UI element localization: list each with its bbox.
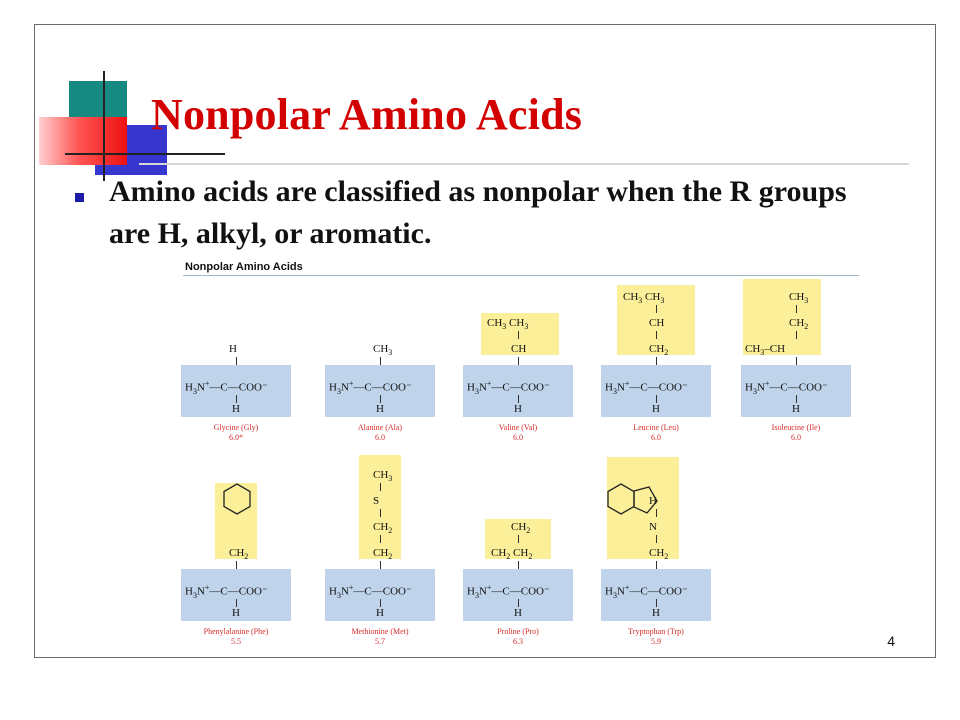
amino-acid-1: [181, 245, 291, 442]
backbone-box: [181, 569, 291, 621]
bond: [518, 535, 519, 543]
bond: [656, 599, 657, 607]
backbone-h: H: [514, 607, 522, 619]
r-group-line: $CH_3$: [373, 469, 393, 484]
page-number: 4: [887, 633, 895, 649]
backbone-h: H: [232, 403, 240, 415]
backbone-text: $H_3N^+—C—COO^-$: [329, 583, 412, 600]
bond: [656, 357, 657, 365]
backbone-box: [741, 365, 851, 417]
amino-acid-name: Methionine (Met): [351, 627, 409, 636]
r-group-line: S: [373, 495, 380, 507]
bond: [518, 331, 519, 339]
r-group-line: $CH_2$: [649, 343, 669, 358]
red-decoration-block: [39, 117, 127, 165]
amino-acid-name: Isoleucine (Ile): [771, 423, 821, 432]
amino-acid-7: [325, 449, 435, 646]
bullet-text: Amino acids are classified as nonpolar when the R groups are H, alkyl, or aromatic.: [109, 175, 847, 250]
backbone-box: [463, 569, 573, 621]
r-group-line: $CH_2$: [229, 547, 249, 562]
backbone-box: [463, 365, 573, 417]
r-group-line: CH: [649, 317, 665, 329]
bullet-marker: [75, 193, 84, 202]
r-group-line: CH: [511, 343, 527, 355]
bond: [796, 305, 797, 313]
r-group-line: N: [649, 521, 657, 533]
backbone-h: H: [514, 403, 522, 415]
backbone-text: $H_3N^+—C—COO^-$: [745, 379, 828, 396]
amino-acid-name: Proline (Pro): [497, 627, 539, 636]
amino-acid-2: [325, 245, 435, 442]
bond: [236, 395, 237, 403]
amino-acid-pi: 6.0: [375, 433, 385, 442]
amino-acid-name: Phenylalanine (Phe): [203, 627, 269, 636]
r-group-line: $CH_3$ $CH_3$: [623, 291, 665, 306]
bond: [796, 331, 797, 339]
title-underline: [139, 163, 909, 165]
amino-acid-6: [181, 449, 291, 646]
r-group-line: $CH_3$: [789, 291, 809, 306]
backbone-h: H: [792, 403, 800, 415]
bond: [518, 561, 519, 569]
backbone-text: $H_3N^+—C—COO^-$: [467, 583, 550, 600]
amino-acid-9: [601, 449, 711, 646]
bond: [380, 395, 381, 403]
bond: [518, 357, 519, 365]
r-group-line: $CH_3$ $CH_3$: [487, 317, 529, 332]
bond: [380, 599, 381, 607]
bond: [380, 509, 381, 517]
bond: [380, 535, 381, 543]
bond: [236, 561, 237, 569]
bond: [656, 331, 657, 339]
backbone-h: H: [652, 607, 660, 619]
benzene-ring-icon: [217, 479, 257, 521]
bond: [236, 357, 237, 365]
indole-ring-icon: [603, 479, 663, 521]
r-group-line: $CH_2$: [373, 547, 393, 562]
bond: [236, 599, 237, 607]
backbone-text: $H_3N^+—C—COO^-$: [185, 379, 268, 396]
backbone-text: $H_3N^+—C—COO^-$: [329, 379, 412, 396]
r-group-line: $CH_2$ $CH_2$: [491, 547, 533, 562]
backbone-box: [325, 365, 435, 417]
backbone-h: H: [376, 607, 384, 619]
amino-acid-pi: 5.5: [231, 637, 241, 646]
r-group-line: H: [649, 495, 657, 507]
r-group-line: $CH_2$: [789, 317, 809, 332]
r-group-line: H: [229, 343, 237, 355]
backbone-text: $H_3N^+—C—COO^-$: [467, 379, 550, 396]
amino-acid-pi: 5.7: [375, 637, 385, 646]
amino-acid-pi: 6.3: [513, 637, 523, 646]
backbone-text: $H_3N^+—C—COO^-$: [605, 583, 688, 600]
amino-acid-name: Glycine (Gly): [213, 423, 259, 432]
amino-acid-5: [741, 245, 851, 442]
amino-acid-8: [463, 449, 573, 646]
backbone-box: [601, 569, 711, 621]
amino-acid-pi: 6.0*: [229, 433, 243, 442]
backbone-h: H: [376, 403, 384, 415]
amino-acid-name: Leucine (Leu): [633, 423, 679, 432]
backbone-h: H: [232, 607, 240, 619]
slide-title: Nonpolar Amino Acids: [151, 90, 583, 139]
r-group-line: $CH_3-CH$: [745, 343, 786, 358]
amino-acid-4: [601, 245, 711, 442]
amino-acid-pi: 6.0: [791, 433, 801, 442]
backbone-box: [181, 365, 291, 417]
bond: [656, 395, 657, 403]
r-group-line: $CH_3$: [373, 343, 393, 358]
amino-acid-pi: 6.0: [651, 433, 661, 442]
bond: [518, 599, 519, 607]
backbone-h: H: [652, 403, 660, 415]
r-group-line: $CH_2$: [511, 521, 531, 536]
bond: [380, 483, 381, 491]
backbone-text: $H_3N^+—C—COO^-$: [605, 379, 688, 396]
amino-acid-pi: 6.0: [513, 433, 523, 442]
backbone-text: $H_3N^+—C—COO^-$: [185, 583, 268, 600]
r-group-line: $CH_2$: [373, 521, 393, 536]
bond: [656, 561, 657, 569]
bond: [656, 305, 657, 313]
vertical-decoration-line: [103, 71, 105, 181]
bond: [380, 561, 381, 569]
slide: [34, 24, 936, 658]
bond: [796, 395, 797, 403]
amino-acid-name: Tryptophan (Trp): [628, 627, 684, 636]
amino-acid-name: Alanine (Ala): [357, 423, 403, 432]
amino-acid-3: [463, 245, 573, 442]
backbone-box: [601, 365, 711, 417]
r-group-line: $CH_2$: [649, 547, 669, 562]
horizontal-decoration-line: [65, 153, 225, 155]
amino-acid-name: Valine (Val): [498, 423, 538, 432]
backbone-box: [325, 569, 435, 621]
amino-acid-pi: 5.9: [651, 637, 661, 646]
figure-title: Nonpolar Amino Acids: [185, 261, 303, 273]
bond: [518, 395, 519, 403]
bond: [656, 535, 657, 543]
bond: [796, 357, 797, 365]
bond: [380, 357, 381, 365]
